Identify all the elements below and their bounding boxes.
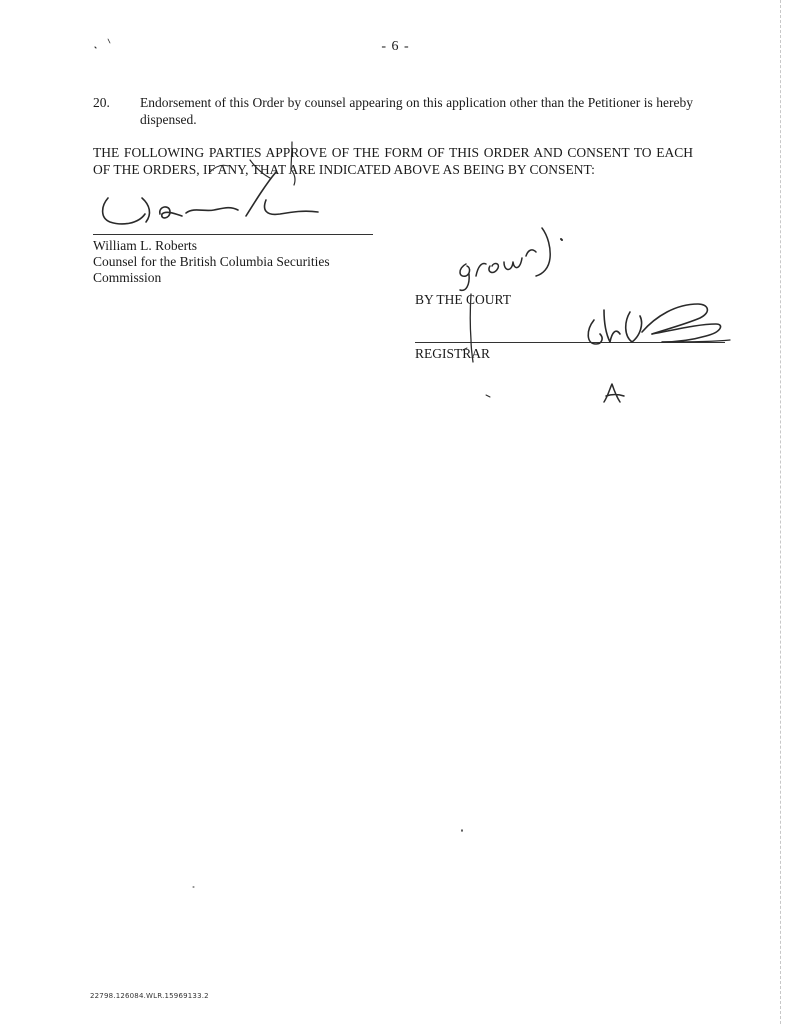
consent-statement: THE FOLLOWING PARTIES APPROVE OF THE FORM OF THIS ORDER AND CONSENT TO EACH OF THE ORDERS, IF ANY, THAT ARE INDICATED ABOVE AS BEING BY CONSENT: <box>93 145 693 177</box>
initials-mark <box>604 384 624 402</box>
registrar-signature <box>588 304 730 344</box>
paragraph-number: 20. <box>93 95 110 110</box>
counsel-name: William L. Roberts <box>93 238 198 253</box>
scan-edge-line <box>780 0 781 1024</box>
registrar-label: REGISTRAR <box>415 346 491 361</box>
paragraph-text: Endorsement of this Order by counsel appearing on this application other than the Petitioner is hereby dispensed. <box>140 95 693 127</box>
counsel-signature-line <box>93 234 373 235</box>
page-number: - 6 - <box>381 39 410 54</box>
court-handwritten-note <box>460 228 562 290</box>
by-the-court-label: BY THE COURT <box>415 292 511 307</box>
scan-speck <box>486 395 490 397</box>
registrar-signature-line <box>415 342 725 343</box>
counsel-role: Counsel for the British Columbia Securities Commission <box>93 254 330 285</box>
document-footer-code: 22798.126084.WLR.15969133.2 <box>90 992 209 1000</box>
counsel-block <box>93 238 393 286</box>
paragraph-20 <box>93 94 693 128</box>
